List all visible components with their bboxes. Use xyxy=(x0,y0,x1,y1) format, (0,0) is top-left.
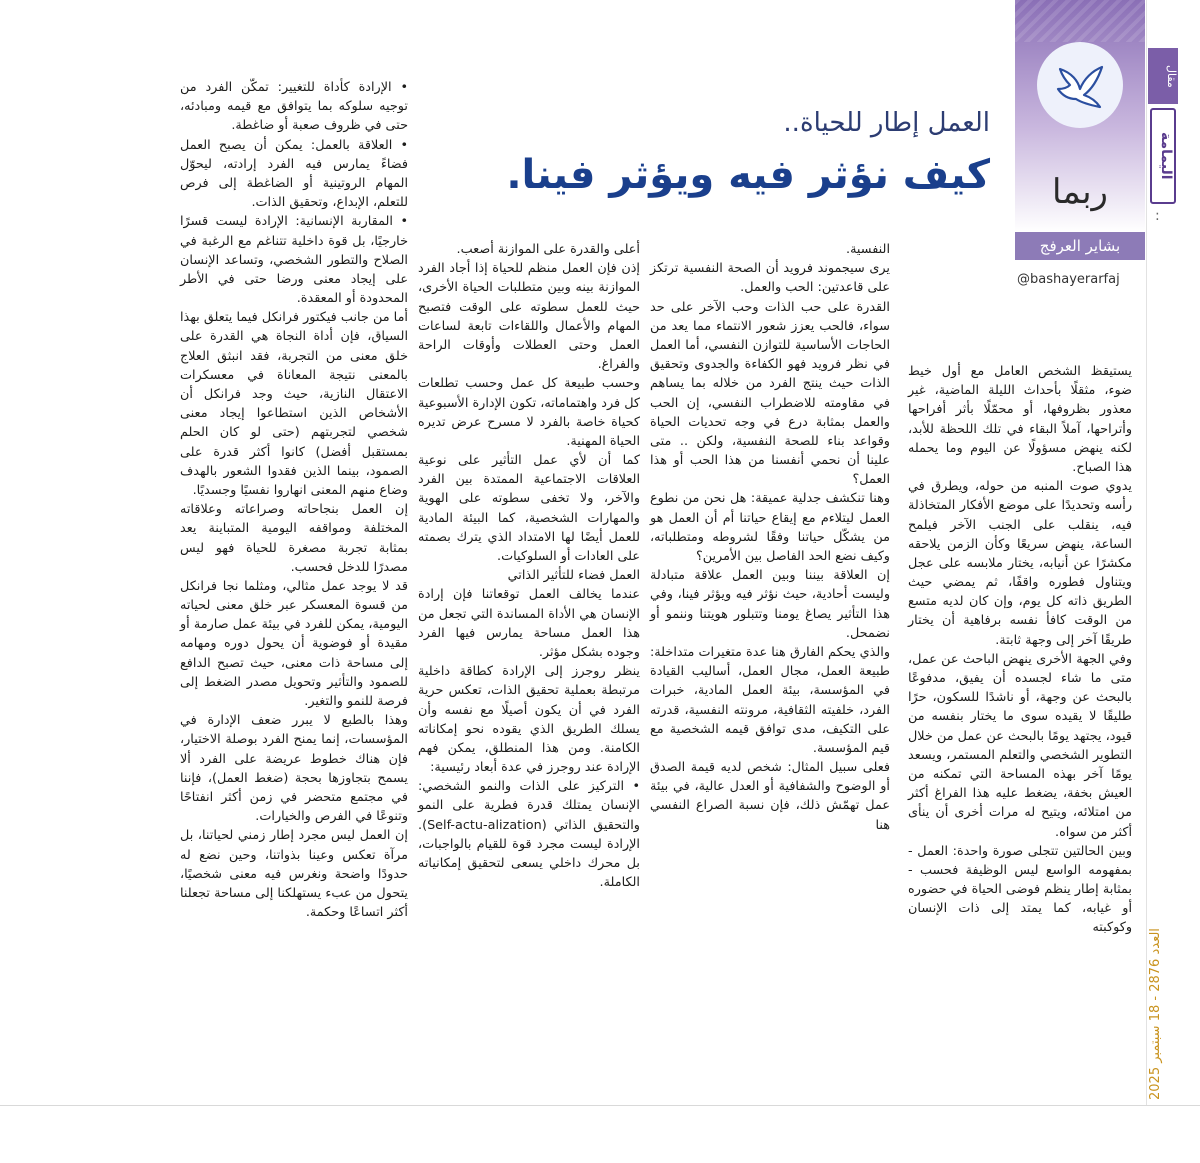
column-name: ربما xyxy=(1052,172,1108,212)
paragraph: عندما يخالف العمل توقعاتنا فإن إرادة الإنسان هي الأداة المساندة التي تجعل من هذا العمل مساحة يمارس فيها الفرد وجوده بشكل مؤثر. xyxy=(418,587,640,660)
article-column-4 xyxy=(180,78,408,922)
author-name: بشاير العرفج xyxy=(1015,232,1145,260)
bullet-paragraph: • التركيز على الذات والنمو الشخصي: الإنسان يمتلك قدرة فطرية على النمو والتحقيق الذاتي (Self-actu-alization). الإرادة ليست مجرد قوة للقيام بالواجبات، بل محرك داخلي يسعى لتحقيق إمكانياته الكاملة. xyxy=(418,779,640,891)
paragraph: إن العمل ليس مجرد إطار زمني لحياتنا، بل مرآة تعكس وعينا بذواتنا، وحين نضع له حدودًا واضحة ونغرس فيه معنى شخصيًا، يتحول من عبء يستهلكنا إلى مساحة تجعلنا أكثر اتساعًا وحكمة. xyxy=(180,828,408,921)
banner-pattern xyxy=(1015,0,1145,42)
paragraph: وفي الجهة الأخرى ينهض الباحث عن عمل، متى ما شاء لجسده أن يفيق، مدفوعًا بالبحث عن وجهة، أو ناشدًا للسكون، حرًا طليقًا لا يقيده سوى ما يختار بنفسه من قيود، يجتهد يومًا بالبحث عن عمل من خلال التطوير الشخصي والتعلم المستمر، ويسعد يومًا آخر بهذه المساحة التي تمكنه من العيش بخفة، يضغط عليه هذا الفراغ أكثر من امتلائه، ويتيح له مرات أخرى أن ينأى أكثر من سواه. xyxy=(908,651,1132,840)
paragraph: فعلى سبيل المثال: شخص لديه قيمة الصدق أو الوضوح والشفافية أو العدل عالية، في بيئة عمل تهمّش ذلك، فإن نسبة الصراع النفسي هنا xyxy=(650,760,890,833)
paragraph: إن العمل بنجاحاته وصراعاته وعلاقاته المختلفة ومواقفه اليومية المتباينة يعد بمثابة تجربة مصغرة للحياة فهو ليس مصدرًا للدخل فحسب. xyxy=(180,502,408,575)
page-bottom-rule xyxy=(0,1105,1200,1106)
paragraph: إن العلاقة بيننا وبين العمل علاقة متبادلة وليست أحادية، حيث نؤثر فيه ويؤثر فينا، وفي هذا التأثير يصاغ يومنا وتتبلور هويتنا وننمو أو نضمحل. xyxy=(650,568,890,641)
column-emblem xyxy=(1037,42,1123,128)
paragraph: يستيقظ الشخص العامل مع أول خيط ضوء، مثقلًا بأحداث الليلة الماضية، غير معذور بظروفها، أو محمّلًا بأثر أفراحها وأتراحها، آملاً البقاء في تلك اللحظة للأبد، لكنه ينهض مسؤولًا عن اليوم وما يحمله هذا الصباح. xyxy=(908,364,1132,475)
spine-mark: : xyxy=(1155,208,1160,224)
paragraph: كما أن لأي عمل التأثير على نوعية العلاقات الاجتماعية الممتدة بين الفرد والآخر، ولا تخفى سطوته على الهوية والمهارات الشخصية، كما البيئة المادية للعمل أيضًا لها الامتداد الذي يترك بصمته على العادات أو السلوكيات. xyxy=(418,453,640,564)
headline-kicker: العمل إطار للحياة.. xyxy=(783,108,990,138)
paragraph: القدرة على حب الذات وحب الآخر على حد سواء، فالحب يعزز شعور الانتماء مما يعد من الحاجات الأساسية للتوازن النفسي، أما العمل في نظر فرويد فهو الكفاءة والجدوى وتحقيق الذات حيث ينتج الفرد من خلاله بما يساهم في مقاومته للاضطراب النفسي، إن الحب والعمل بمثابة درع في وجه تحديات الحياة وقواعد بناء للصحة النفسية، ولكن .. متى علينا أن نحمي أنفسنا من هذا الحب أو هذا العمل؟ xyxy=(650,299,890,488)
magazine-logo: اليمامة xyxy=(1150,108,1176,204)
subheading: العمل فضاء للتأثير الذاتي xyxy=(507,568,640,584)
paragraph: أعلى والقدرة على الموازنة أصعب. xyxy=(456,242,640,257)
paragraph: يرى سيجموند فرويد أن الصحة النفسية ترتكز على قاعدتين: الحب والعمل. xyxy=(650,261,890,296)
paragraph: وحسب طبيعة كل عمل وحسب تطلعات كل فرد واهتماماته، تكون الإدارة الأسبوعية كحياة خاصة بالفرد لا مسرح عرض تديره الحياة المهنية. xyxy=(418,376,640,449)
article-column-1 xyxy=(908,362,1132,938)
paragraph: وهذا بالطبع لا يبرر ضعف الإدارة في المؤسسات، إنما يمنح الفرد بوصلة الاختيار، فإن هناك خطوط عريضة على الفرد ألا يسمح بتجاوزها بحجة (ضغط العمل)، فإننا في مجتمع متحضر في زمن أكثر انفتاحًا وتنوعًا في الفرص والخيارات. xyxy=(180,713,408,825)
paragraph: يدوي صوت المنبه من حوله، ويطرق في رأسه وتحديدًا على موضع الأفكار المتخاذلة فيه، ينقلب على الجنب الآخر فيلمح الساعة، ينهض سريعًا وكأن الزمن يلاحقه مكشرًا عن أنيابه، يختار ملابسه على عجل ويتناول فطوره واقفًا، ثم يمضي حيث الطريق ذاته كل يوم، وإن كان لديه متسع من الوقت كافأ نفسه برفاهية أن يختار طريقًا آخر إلى وجهة ثابتة. xyxy=(908,479,1132,648)
bullet-paragraph: • المقاربة الإنسانية: الإرادة ليست قسرًا خارجيًا، بل قوة داخلية تتناغم مع الرغبة في الصلاح والتطور الشخصي، وتساعد الإنسان على إيجاد معنى ورضا حتى في الأطر المحدودة أو المعقدة. xyxy=(180,214,408,307)
bullet-paragraph: • الإرادة كأداة للتغيير: تمكّن الفرد من توجيه سلوكه بما يتوافق مع قيمه ومبادئه، حتى في ظروف صعبة أو ضاغطة. xyxy=(180,80,408,134)
paragraph: وهنا تنكشف جدلية عميقة: هل نحن من نطوع العمل ليتلاءم مع إيقاع حياتنا أم أن العمل هو من يشكّل حياتنا وفقًا لشروطه ومتطلباته، وكيف نضع الحد الفاصل بين الأمرين؟ xyxy=(650,491,890,564)
article-column-3 xyxy=(418,240,640,892)
author-handle: @bashayerarfaj xyxy=(1017,272,1120,287)
paragraph: وبين الحالتين تتجلى صورة واحدة: العمل - بمفهومه الواسع ليس الوظيفة فحسب - بمثابة إطار ينظم فوضى الحياة في حضوره أو غيابه، كما يمتد إلى ذات الإنسان وكوكبته xyxy=(908,843,1132,936)
bullet-paragraph: • العلاقة بالعمل: يمكن أن يصبح العمل فضاءً يمارس فيه الفرد إرادته، ليحوّل المهام الروتينية أو الضاغطة إلى فرص للتعلم، الإبداع، وتحقيق الذات. xyxy=(180,137,408,211)
paragraph: أما من جانب فيكتور فرانكل فيما يتعلق بهذا السياق، فإن أداة النجاة هي القدرة على خلق معنى من التجربة، فقد انبثق العلاج بالمعنى نتيجة المعاناة في معسكرات الاعتقال النازية، حيث وجد فرانكل أن الأشخاص الذين استطاعوا إيجاد معنى شخصي لتجربتهم (حتى لو كان الحلم بمستقبل أفضل) كانوا أكثر قدرة على الصمود، بينما الذين فقدوا الشعور بالهدف وضاع منهم المعنى انهاروا نفسيًا وجسديًا. xyxy=(180,310,408,498)
paragraph: والذي يحكم الفارق هنا عدة متغيرات متداخلة: طبيعة العمل، مجال العمل، أساليب القيادة في المؤسسة، بيئة العمل المادية، خبرات الفرد، خلفيته الثقافية، مرونته النفسية، قدرته على التكيف، مدى توافق قيمه الشخصية مع قيم المؤسسة. xyxy=(650,644,890,756)
issue-info: العدد 2876 - 18 سبتمبر 2025 xyxy=(1148,928,1163,1100)
article-column-2 xyxy=(650,240,890,835)
dove-icon xyxy=(1054,59,1106,111)
paragraph: إذن فإن العمل منظم للحياة إذا أجاد الفرد الموازنة بينه وبين متطلبات الحياة الأخرى، حيث للعمل سطوته على الوقت فتصبح المهام والأعمال واللقاءات تابعة لساعات العمل وحتى العطلات وأوقات الراحة والفراغ. xyxy=(418,261,640,373)
section-label: مقال xyxy=(1165,64,1178,88)
headline-title: كيف نؤثر فيه ويؤثر فينا. xyxy=(506,152,990,198)
paragraph: قد لا يوجد عمل مثالي، ومثلما نجا فرانكل من قسوة المعسكر عبر خلق معنى لحياته اليومية، يمكن للفرد في بيئة عمل صارمة أو مقيدة أو فوضوية أن يحول دوره ومهامه إلى مساحة ذات معنى، حيث تصبح الدافع للصمود والتأثير وتحويل مصدر الضغط إلى فرصة للنمو والتغير. xyxy=(180,578,408,709)
paragraph: النفسية. xyxy=(846,242,890,257)
paragraph: ينظر روجرز إلى الإرادة كطاقة داخلية مرتبطة بعملية تحقيق الذات، تعكس حرية الفرد في أن يكون أصيلًا مع نفسه وأن يسلك الطريق الذي يقوده نحو إمكاناته الكامنة. ومن هذا المنطلق، يمكن فهم الإرادة عند روجرز في عدة أبعاد رئيسية: xyxy=(418,664,640,776)
